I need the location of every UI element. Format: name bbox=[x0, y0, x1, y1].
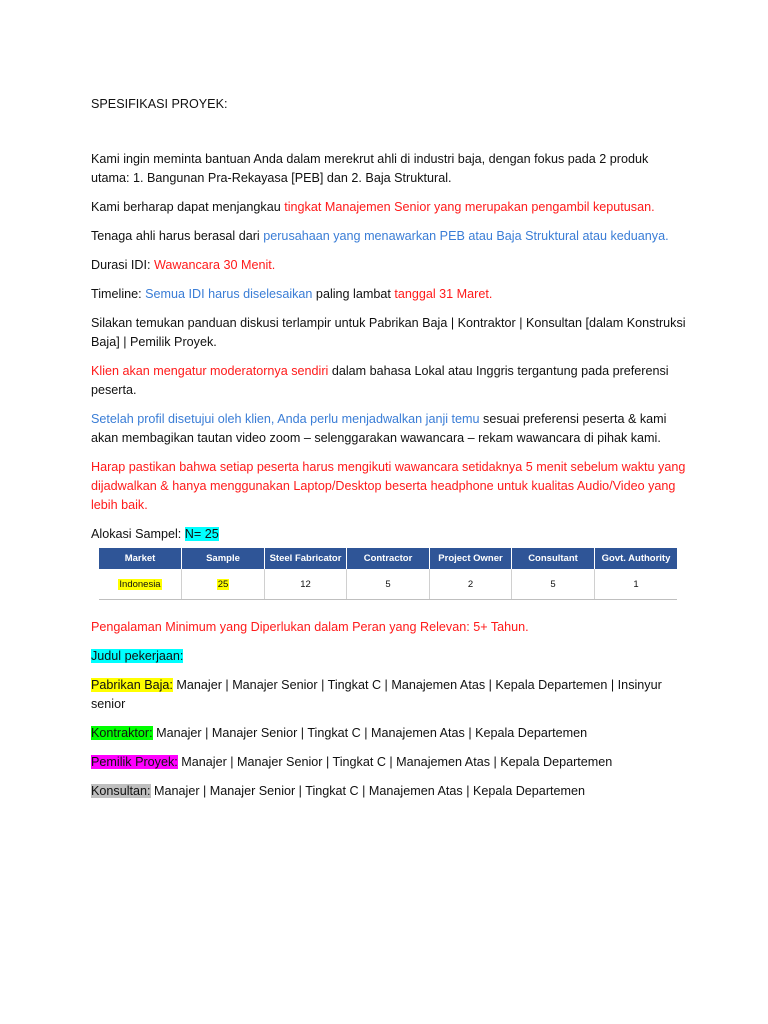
experts-prefix: Tenaga ahli harus berasal dari bbox=[91, 229, 264, 243]
role-label: Kontraktor: bbox=[91, 726, 153, 740]
role-pemilik bbox=[91, 753, 688, 772]
duration-value: Wawancara 30 Menit. bbox=[153, 258, 276, 272]
table-header-row bbox=[99, 548, 677, 569]
job-title-label: Judul pekerjaan: bbox=[91, 649, 184, 663]
table-cell: 5 bbox=[347, 569, 430, 600]
schedule-blue: Setelah profil disetujui oleh klien, Anda perlu menjadwalkan janji temu bbox=[91, 412, 480, 426]
table-cell: 5 bbox=[512, 569, 595, 600]
table-header: Contractor bbox=[347, 548, 430, 569]
reach-highlight: tingkat Manajemen Senior yang merupakan pengambil keputusan. bbox=[284, 200, 655, 214]
page-title: SPESIFIKASI PROYEK: bbox=[91, 97, 228, 111]
role-label: Konsultan: bbox=[91, 784, 151, 798]
role-titles: Manajer | Manajer Senior | Tingkat C | Manajemen Atas | Kepala Departemen bbox=[152, 726, 588, 740]
guide-paragraph: Silakan temukan panduan diskusi terlampir untuk Pabrikan Baja | Kontraktor | Konsultan [dalam Konstruksi Baja] | Pemilik Proyek. bbox=[91, 316, 686, 349]
timeline-label: Timeline: bbox=[91, 287, 146, 301]
moderator-paragraph bbox=[91, 362, 688, 400]
sample-alloc-paragraph bbox=[91, 525, 688, 544]
table-cell-sample bbox=[182, 569, 265, 600]
reach-paragraph bbox=[91, 198, 688, 217]
timeline-blue: Semua IDI harus diselesaikan bbox=[145, 287, 313, 301]
table-header: Market bbox=[99, 548, 182, 569]
table-cell: 12 bbox=[265, 569, 347, 600]
experience-paragraph: Pengalaman Minimum yang Diperlukan dalam Peran yang Relevan: 5+ Tahun. bbox=[91, 620, 529, 634]
role-label: Pabrikan Baja: bbox=[91, 678, 173, 692]
table-header: Govt. Authority bbox=[595, 548, 678, 569]
table-header: Project Owner bbox=[430, 548, 512, 569]
table-header: Steel Fabricator bbox=[265, 548, 347, 569]
experts-highlight: perusahaan yang menawarkan PEB atau Baja Struktural atau keduanya. bbox=[263, 229, 669, 243]
table-row bbox=[99, 569, 677, 600]
role-pabrikan bbox=[91, 676, 688, 714]
intro-paragraph: Kami ingin meminta bantuan Anda dalam merekrut ahli di industri baja, dengan fokus pada 2 produk utama: 1. Bangunan Pra-Rekayasa [PEB] dan 2. Baja Struktural. bbox=[91, 152, 649, 185]
role-titles: Manajer | Manajer Senior | Tingkat C | Manajemen Atas | Kepala Departemen bbox=[177, 755, 613, 769]
sample-value: 25 bbox=[217, 578, 229, 590]
schedule-rest: sesuai preferensi peserta & kami akan membagikan tautan video zoom – selenggarakan wawancara – rekam wawancara di pihak kami. bbox=[91, 412, 667, 445]
timeline-paragraph bbox=[91, 285, 688, 304]
reach-prefix: Kami berharap dapat menjangkau bbox=[91, 200, 285, 214]
table-header: Sample bbox=[182, 548, 265, 569]
timeline-middle: paling lambat bbox=[312, 287, 395, 301]
market-value: Indonesia bbox=[119, 578, 161, 590]
experts-paragraph bbox=[91, 227, 688, 246]
table-cell: 1 bbox=[595, 569, 678, 600]
sample-alloc-label: Alokasi Sampel: bbox=[91, 527, 185, 541]
duration-label: Durasi IDI: bbox=[91, 258, 154, 272]
sample-table bbox=[99, 548, 677, 600]
duration-paragraph bbox=[91, 256, 688, 275]
table-cell-market bbox=[99, 569, 182, 600]
sample-alloc-value: N= 25 bbox=[184, 527, 219, 541]
role-kontraktor bbox=[91, 724, 688, 743]
table-header: Consultant bbox=[512, 548, 595, 569]
job-title-paragraph bbox=[91, 647, 688, 666]
schedule-paragraph bbox=[91, 410, 688, 448]
timeline-red: tanggal 31 Maret. bbox=[394, 287, 493, 301]
notice-paragraph: Harap pastikan bahwa setiap peserta harus mengikuti wawancara setidaknya 5 menit sebelum waktu yang dijadwalkan & hanya menggunakan Laptop/Desktop beserta headphone untuk kualitas Audio/Video yang lebih baik. bbox=[91, 460, 686, 512]
role-titles: Manajer | Manajer Senior | Tingkat C | Manajemen Atas | Kepala Departemen | Insinyur senior bbox=[91, 678, 662, 711]
role-titles: Manajer | Manajer Senior | Tingkat C | Manajemen Atas | Kepala Departemen bbox=[150, 784, 586, 798]
role-konsultan bbox=[91, 782, 688, 801]
table-cell: 2 bbox=[430, 569, 512, 600]
moderator-rest: dalam bahasa Lokal atau Inggris tergantung pada preferensi peserta. bbox=[91, 364, 669, 397]
role-label: Pemilik Proyek: bbox=[91, 755, 178, 769]
moderator-red: Klien akan mengatur moderatornya sendiri bbox=[91, 364, 329, 378]
